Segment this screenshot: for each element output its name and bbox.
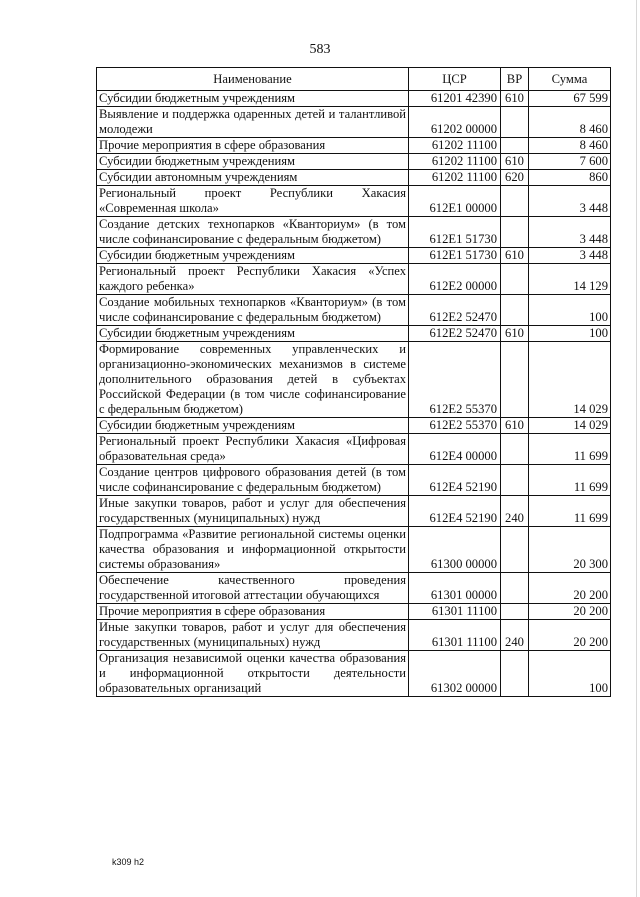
cell-sum: 67 599: [529, 91, 611, 107]
cell-vr: 240: [501, 496, 529, 527]
cell-name: Субсидии бюджетным учреждениям: [97, 154, 409, 170]
table-row: [97, 651, 611, 697]
cell-name: Создание мобильных технопарков «Кванториум» (в том числе софинансирование с федеральным бюджетом): [97, 295, 409, 326]
cell-csr: 61201 42390: [409, 91, 501, 107]
cell-vr: [501, 434, 529, 465]
cell-sum: 3 448: [529, 248, 611, 264]
cell-sum: 3 448: [529, 217, 611, 248]
cell-vr: 610: [501, 248, 529, 264]
cell-name: Выявление и поддержка одаренных детей и талантливой молодежи: [97, 107, 409, 138]
cell-csr: 612E4 52190: [409, 465, 501, 496]
cell-vr: [501, 138, 529, 154]
cell-vr: [501, 573, 529, 604]
cell-csr: 61300 00000: [409, 527, 501, 573]
cell-name: Субсидии бюджетным учреждениям: [97, 248, 409, 264]
cell-sum: 11 699: [529, 496, 611, 527]
table-row: [97, 107, 611, 138]
header-sum: Сумма: [529, 68, 611, 91]
header-vr: ВР: [501, 68, 529, 91]
scan-edge-line: [636, 0, 637, 897]
cell-name: Субсидии бюджетным учреждениям: [97, 91, 409, 107]
table-row: [97, 418, 611, 434]
cell-name: Подпрограмма «Развитие региональной системы оценки качества образования и информационной открытости системы образования»: [97, 527, 409, 573]
cell-csr: 612E4 00000: [409, 434, 501, 465]
cell-csr: 612E2 55370: [409, 418, 501, 434]
cell-name: Иные закупки товаров, работ и услуг для обеспечения государственных (муниципальных) нужд: [97, 620, 409, 651]
header-name: Наименование: [97, 68, 409, 91]
table-row: [97, 326, 611, 342]
cell-sum: 20 200: [529, 620, 611, 651]
cell-vr: 240: [501, 620, 529, 651]
table-row: [97, 342, 611, 418]
cell-name: Региональный проект Республики Хакасия «Успех каждого ребенка»: [97, 264, 409, 295]
cell-name: Субсидии автономным учреждениям: [97, 170, 409, 186]
table-row: [97, 154, 611, 170]
cell-sum: 100: [529, 326, 611, 342]
cell-sum: 11 699: [529, 434, 611, 465]
cell-sum: 14 029: [529, 342, 611, 418]
cell-csr: 61301 00000: [409, 573, 501, 604]
footer-code: k309 h2: [112, 857, 145, 867]
cell-vr: [501, 107, 529, 138]
cell-csr: 61202 11100: [409, 170, 501, 186]
cell-vr: 610: [501, 154, 529, 170]
cell-name: Прочие мероприятия в сфере образования: [97, 604, 409, 620]
cell-name: Региональный проект Республики Хакасия «Цифровая образовательная среда»: [97, 434, 409, 465]
table-header-row: [97, 68, 611, 91]
table-row: [97, 465, 611, 496]
cell-csr: 61202 11100: [409, 154, 501, 170]
table-row: [97, 434, 611, 465]
cell-csr: 612E4 52190: [409, 496, 501, 527]
cell-vr: [501, 264, 529, 295]
table-row: [97, 170, 611, 186]
table-row: [97, 620, 611, 651]
cell-name: Иные закупки товаров, работ и услуг для обеспечения государственных (муниципальных) нужд: [97, 496, 409, 527]
cell-sum: 100: [529, 651, 611, 697]
cell-vr: [501, 186, 529, 217]
cell-name: Субсидии бюджетным учреждениям: [97, 326, 409, 342]
cell-sum: 100: [529, 295, 611, 326]
table-row: [97, 295, 611, 326]
cell-vr: [501, 527, 529, 573]
cell-sum: 20 200: [529, 604, 611, 620]
cell-name: Региональный проект Республики Хакасия «Современная школа»: [97, 186, 409, 217]
cell-csr: 61202 00000: [409, 107, 501, 138]
cell-csr: 612E1 51730: [409, 248, 501, 264]
page-number: 583: [309, 42, 331, 57]
cell-sum: 860: [529, 170, 611, 186]
header-csr: ЦСР: [409, 68, 501, 91]
cell-name: Создание центров цифрового образования детей (в том числе софинансирование с федеральным бюджетом): [97, 465, 409, 496]
cell-csr: 612E2 52470: [409, 295, 501, 326]
cell-sum: 8 460: [529, 138, 611, 154]
cell-name: Прочие мероприятия в сфере образования: [97, 138, 409, 154]
cell-name: Субсидии бюджетным учреждениям: [97, 418, 409, 434]
table-row: [97, 217, 611, 248]
table-body: [97, 91, 611, 697]
cell-vr: [501, 342, 529, 418]
cell-sum: 14 129: [529, 264, 611, 295]
table-row: [97, 496, 611, 527]
cell-sum: 20 300: [529, 527, 611, 573]
cell-sum: 3 448: [529, 186, 611, 217]
cell-name: Обеспечение качественного проведения государственной итоговой аттестации обучающихся: [97, 573, 409, 604]
cell-csr: 612E2 55370: [409, 342, 501, 418]
table-row: [97, 186, 611, 217]
cell-name: Создание детских технопарков «Кванториум» (в том числе софинансирование с федеральным бюджетом): [97, 217, 409, 248]
cell-vr: [501, 295, 529, 326]
table-row: [97, 527, 611, 573]
cell-csr: 61301 11100: [409, 620, 501, 651]
cell-csr: 612E2 52470: [409, 326, 501, 342]
budget-table: [96, 67, 611, 697]
table-row: [97, 91, 611, 107]
cell-sum: 11 699: [529, 465, 611, 496]
cell-vr: [501, 217, 529, 248]
cell-vr: 610: [501, 418, 529, 434]
cell-vr: [501, 651, 529, 697]
table-row: [97, 264, 611, 295]
cell-sum: 14 029: [529, 418, 611, 434]
cell-name: Организация независимой оценки качества образования и информационной открытости деятельности образовательных организаций: [97, 651, 409, 697]
cell-name: Формирование современных управленческих и организационно-экономических механизмов в системе дополнительного образования детей в субъектах Российской Федерации (в том числе софинансирование с федеральным бюджетом): [97, 342, 409, 418]
cell-csr: 612E2 00000: [409, 264, 501, 295]
cell-vr: 610: [501, 91, 529, 107]
cell-sum: 20 200: [529, 573, 611, 604]
table-row: [97, 604, 611, 620]
table-row: [97, 573, 611, 604]
cell-csr: 61302 00000: [409, 651, 501, 697]
cell-sum: 7 600: [529, 154, 611, 170]
cell-vr: 610: [501, 326, 529, 342]
cell-vr: [501, 465, 529, 496]
cell-csr: 61202 11100: [409, 138, 501, 154]
cell-sum: 8 460: [529, 107, 611, 138]
cell-vr: [501, 604, 529, 620]
table-row: [97, 248, 611, 264]
cell-csr: 61301 11100: [409, 604, 501, 620]
cell-csr: 612E1 51730: [409, 217, 501, 248]
cell-vr: 620: [501, 170, 529, 186]
cell-csr: 612E1 00000: [409, 186, 501, 217]
table-row: [97, 138, 611, 154]
